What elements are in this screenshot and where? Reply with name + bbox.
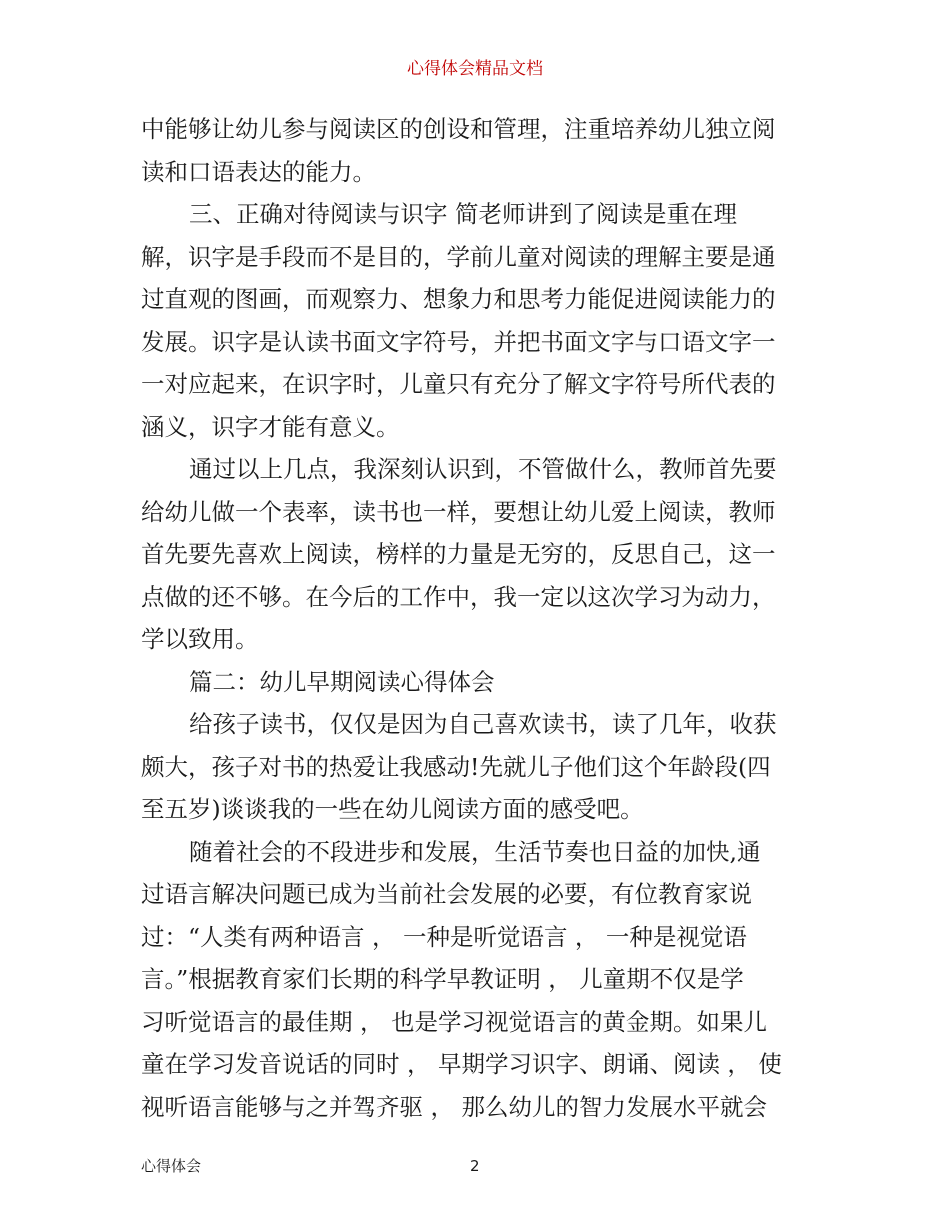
body-line: 一对应起来，在识字时，儿童只有充分了解文字符号所代表的: [141, 370, 776, 398]
section-heading-line: 三、正确对待阅读与识字 简老师讲到了阅读是重在理: [189, 200, 737, 228]
chapter-heading-line: 篇二：幼儿早期阅读心得体会: [189, 667, 495, 696]
body-line: 过直观的图画，而观察力、想象力和思考力能促进阅读能力的: [141, 285, 776, 313]
body-line: 至五岁)谈谈我的一些在幼儿阅读方面的感受吧。: [141, 795, 644, 823]
page-header-title: 心得体会精品文档: [407, 59, 543, 79]
body-line: 涵义，识字才能有意义。: [141, 412, 400, 441]
body-line: 习听觉语言的最佳期 ， 也是学习视觉语言的黄金期。如果儿: [141, 1007, 767, 1036]
body-line: 言。”根据教育家们长期的科学早教证明 ， 儿童期不仅是学: [141, 965, 744, 993]
body-line: 给幼儿做一个表率，读书也一样，要想让幼儿爱上阅读，教师: [141, 497, 776, 526]
page-number: 2: [470, 1157, 480, 1175]
body-line: 首先要先喜欢上阅读，榜样的力量是无穷的，反思自己，这一: [141, 540, 776, 568]
body-line: 读和口语表达的能力。: [141, 157, 376, 186]
body-line: 过：“人类有两种语言 ， 一种是听觉语言 ， 一种是视觉语: [141, 922, 747, 951]
document-body: [141, 108, 811, 1128]
paragraph-start-line: 给孩子读书，仅仅是因为自己喜欢读书，读了几年，收获: [189, 710, 777, 738]
body-line: 解，识字是手段而不是目的，学前儿童对阅读的理解主要是通: [141, 242, 776, 271]
body-line: 发展。识字是认读书面文字符号，并把书面文字与口语文字一: [141, 327, 776, 356]
paragraph-start-line: 通过以上几点，我深刻认识到，不管做什么，教师首先要: [189, 455, 777, 483]
body-line: 童在学习发音说话的同时 ， 早期学习识字、朗诵、阅读 ， 使: [141, 1050, 782, 1078]
body-line: 中能够让幼儿参与阅读区的创设和管理，注重培养幼儿独立阅: [141, 115, 776, 143]
body-line: 点做的还不够。在今后的工作中，我一定以这次学习为动力，: [141, 582, 776, 611]
body-line: 视听语言能够与之并驾齐驱 ， 那么幼儿的智力发展水平就会: [141, 1092, 767, 1121]
body-line: 过语言解决问题已成为当前社会发展的必要，有位教育家说: [141, 880, 752, 908]
body-line: 颇大，孩子对书的热爱让我感动!先就儿子他们这个年龄段(四: [141, 752, 771, 781]
body-line: 学以致用。: [141, 625, 259, 653]
footer-label: 心得体会: [141, 1157, 202, 1175]
paragraph-start-line: 随着社会的不段进步和发展，生活节奏也日益的加快,通: [189, 837, 761, 866]
